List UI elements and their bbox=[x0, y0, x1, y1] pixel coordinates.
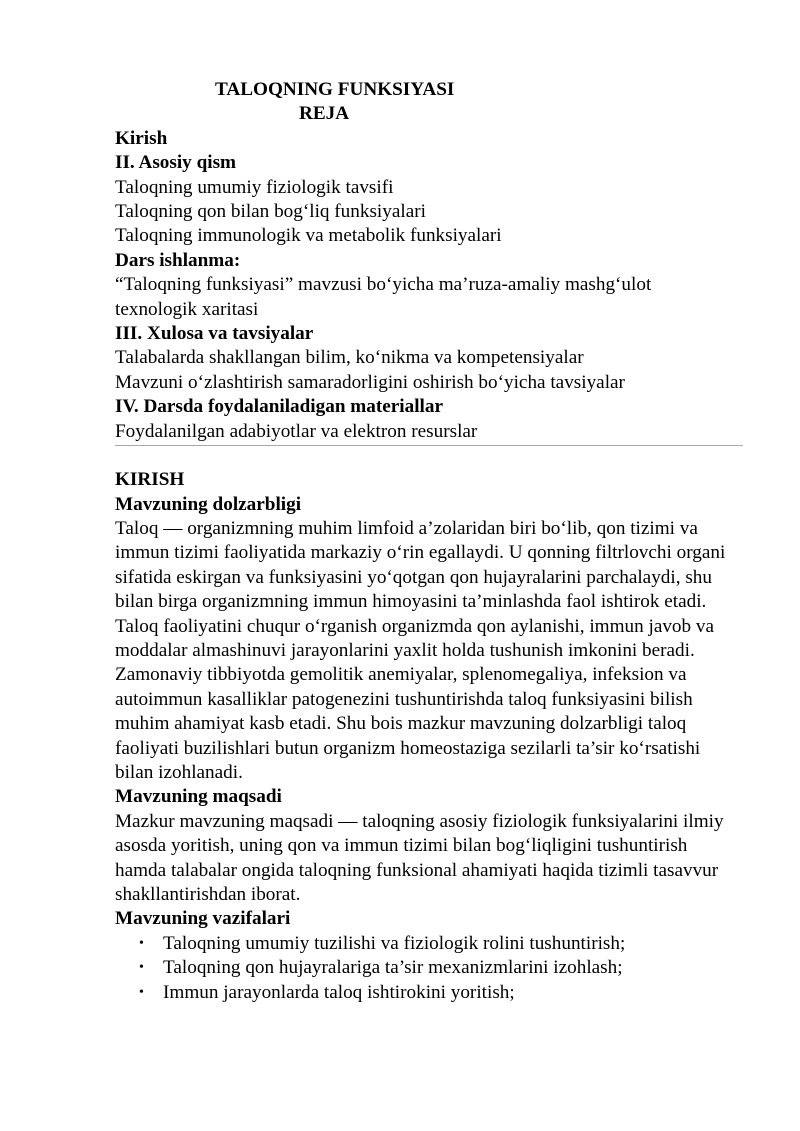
list-item-text: Taloqning qon hujayralariga ta’sir mexanizmlarini izohlash; bbox=[163, 957, 623, 979]
document-page bbox=[115, 78, 743, 1005]
relevance-paragraph: Taloq — organizmning muhim limfoid a’zolaridan biri bo‘lib, qon tizimi va immun tizimi faoliyatida markaziy o‘rin egallaydi. U qonning filtrlovchi organi sifatida eskirgan va funksiyasini yo‘qotgan qon hujayralarini parchalaydi, shu bilan birga organizmning immun himoyasini ta’minlashda faol ishtirok etadi. Taloq faoliyatini chuqur o‘rganish organizmda qon aylanishi, immun javob va moddalar almashinuvi jarayonlarini yaxlit holda tushunish imkonini beradi. Zamonaviy tibbiyotda gemolitik anemiyalar, splenomegaliya, infeksion va autoimmun kasalliklar patogenezini tushuntirishda taloq funksiyasini bilish muhim ahamiyat kasb etadi. Shu bois mazkur mavzuning dolzarbligi taloq faoliyati buzilishlari butun organizm homeostaziga sezilarli ta’sir ko‘rsatishi bilan izohlanadi. bbox=[115, 517, 726, 783]
list-item bbox=[115, 932, 743, 956]
plan-section3-item: Mavzuni o‘zlashtirish samaradorligini oshirish bo‘yicha tavsiyalar bbox=[115, 371, 625, 393]
document-title: TALOQNING FUNKSIYASI bbox=[215, 79, 455, 100]
list-item bbox=[115, 956, 743, 980]
plan-lesson-line: texnologik xaritasi bbox=[115, 298, 259, 320]
plan-section2-item: Taloqning umumiy fiziologik tavsifi bbox=[115, 176, 394, 198]
plan-title: REJA bbox=[299, 103, 350, 125]
plan-lesson-heading: Dars ishlanma: bbox=[115, 249, 241, 271]
plan-section2-item: Taloqning qon bilan bog‘liq funksiyalari bbox=[115, 201, 426, 223]
relevance-heading: Mavzuning dolzarbligi bbox=[115, 493, 302, 515]
list-item bbox=[115, 981, 743, 1005]
bullet-icon: • bbox=[139, 960, 144, 976]
plan-section4-item: Foydalanilgan adabiyotlar va elektron resurslar bbox=[115, 420, 478, 442]
intro-heading: KIRISH bbox=[115, 469, 185, 491]
plan-section2-heading: II. Asosiy qism bbox=[115, 152, 237, 174]
plan-section3-heading: III. Xulosa va tavsiyalar bbox=[115, 323, 314, 345]
tasks-list bbox=[115, 932, 743, 1005]
tasks-heading: Mavzuning vazifalari bbox=[115, 908, 291, 930]
spacer bbox=[115, 446, 743, 468]
bullet-icon: • bbox=[139, 984, 144, 1000]
plan-lesson-line: “Taloqning funksiyasi” mavzusi bo‘yicha ma’ruza-amaliy mashg‘ulot bbox=[115, 274, 652, 296]
list-item-text: Immun jarayonlarda taloq ishtirokini yoritish; bbox=[163, 981, 515, 1003]
goal-heading: Mavzuning maqsadi bbox=[115, 786, 282, 808]
plan-section4-heading: IV. Darsda foydalaniladigan materiallar bbox=[115, 396, 443, 418]
plan-intro-heading: Kirish bbox=[115, 127, 168, 149]
plan-section2-item: Taloqning immunologik va metabolik funksiyalari bbox=[115, 225, 502, 247]
plan-section3-item: Talabalarda shakllangan bilim, ko‘nikma va kompetensiyalar bbox=[115, 347, 584, 369]
bullet-icon: • bbox=[139, 935, 144, 951]
list-item-text: Taloqning umumiy tuzilishi va fiziologik rolini tushuntirish; bbox=[163, 932, 626, 954]
goal-paragraph: Mazkur mavzuning maqsadi — taloqning asosiy fiziologik funksiyalarini ilmiy asosda yoritish, uning qon va immun tizimi bilan bog‘liqligini tushuntirish hamda talabalar ongida taloqning funksional ahamiyati haqida tizimli tasavvur shakllantirishdan iborat. bbox=[115, 810, 724, 905]
